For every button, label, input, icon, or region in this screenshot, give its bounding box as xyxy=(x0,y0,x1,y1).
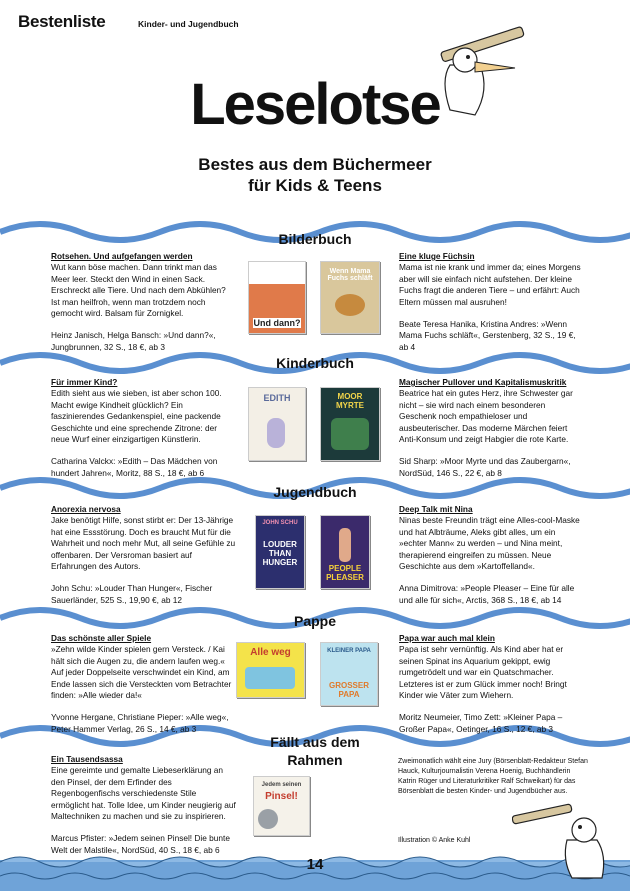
review-left xyxy=(51,633,236,735)
review-right xyxy=(399,504,584,606)
review-credit: Marcus Pfister: »Jedem seinen Pinsel! Die bunte Welt der Malstile«, NordSüd, 40 S., 18 €, ab 6 xyxy=(51,833,230,855)
cover-band xyxy=(249,262,305,284)
book-cover xyxy=(253,776,310,836)
review-credit: Heinz Janisch, Helga Bansch: »Und dann?«, Jungbrunnen, 32 S., 18 €, ab 3 xyxy=(51,330,216,352)
subtitle-line: Bestes aus dem Büchermeer xyxy=(198,155,432,174)
book-title: Alle weg xyxy=(250,647,291,658)
book-title: GROSSER PAPA xyxy=(328,681,369,699)
review-credit: Sid Sharp: »Moor Myrte und das Zaubergarn«, NordSüd, 146 S., 22 €, ab 8 xyxy=(399,456,571,478)
book-cover xyxy=(320,515,370,589)
review-right xyxy=(399,251,584,353)
subtitle-line: für Kids & Teens xyxy=(248,176,382,195)
review-credit: Anna Dimitrova: »People Pleaser – Eine für alle und alle für sich«, Arctis, 368 S., 18 €, ab 14 xyxy=(399,583,575,605)
fox-shape xyxy=(335,294,365,316)
review-credit: Catharina Valckx: »Edith – Das Mädchen von hundert Jahren«, Moritz, 88 S., 18 €, ab 6 xyxy=(51,456,218,478)
review-text: Jake benötigt Hilfe, sonst stirbt er: Der 13-Jährige hat eine Essstörung. Doch es braucht Mut für die Wahrheit und noch mehr Mut, all seine Gefühle zu offenbaren. Der Versroman basiert auf Erfahrungen des Autors. xyxy=(51,515,236,572)
person-shape xyxy=(339,528,351,562)
book-author: JOHN SCHU xyxy=(262,520,298,526)
review-heading: Papa war auch mal klein xyxy=(399,633,495,643)
review-credit: Beate Teresa Hanika, Kristina Andres: »Wenn Mama Fuchs schläft«, Gerstenberg, 32 S., 19 €, ab 4 xyxy=(399,319,576,352)
book-cover xyxy=(248,261,306,334)
book-title: Wenn Mama Fuchs schläft xyxy=(327,268,373,282)
book-cover xyxy=(320,642,378,706)
book-title: PEOPLE PLEASER xyxy=(326,564,364,582)
book-cover xyxy=(236,642,305,698)
review-left xyxy=(51,251,236,353)
book-cover xyxy=(255,515,305,589)
masthead-title: Leselotse xyxy=(190,72,440,137)
review-text: Wut kann böse machen. Dann trinkt man das Meer leer. Steckt den Wind in einen Sack. Erschreckt alle Tiere. Und nach dem Abkühlen? Ist man heilfroh, wenn man trotzdem noch gemocht wird. Balsam für Zornigkel. xyxy=(51,262,226,319)
section-title-jugendbuch: Jugendbuch xyxy=(273,484,357,500)
book-title: Und dann? xyxy=(253,318,301,328)
review-text: Mama ist nie krank und immer da; eines Morgens aber will sie einfach nicht aufstehen. Der kleine Fuchs fragt die anderen Tiere – und erfährt: Auch Eltern müssen mal ausruhen! xyxy=(399,262,581,307)
page-number: 14 xyxy=(306,856,324,873)
review-credit: John Schu: »Louder Than Hunger«, Fischer Sauerländer, 525 S., 19,90 €, ab 12 xyxy=(51,583,213,605)
review-heading: Deep Talk mit Nina xyxy=(399,504,473,514)
book-title: LOUDER THAN HUNGER xyxy=(262,540,298,567)
kids-shape xyxy=(245,667,295,689)
section-title-line: Rahmen xyxy=(287,752,343,768)
review-heading: Ein Tausendsassa xyxy=(51,754,123,764)
section-label: Bestenliste xyxy=(18,12,106,31)
review-text: »Zehn wilde Kinder spielen gern Versteck. / Kai hält sich die Augen zu, die andern laufen weg.« Auf jeder Doppelseite verschwindet ein Kind, am Ende lassen sich die Versteckten vom Betrachter finden: »Alle wieder da!« xyxy=(51,644,232,701)
review-text: Edith sieht aus wie sieben, ist aber schon 100. Macht ewige Kindheit glücklich? Ein faszinierendes Gedankenspiel, eine packende Geschichte und eine sprechende Zitrone: der neue Wurf einer einzigartigen Künstlerin. xyxy=(51,388,222,445)
section-title-kinderbuch: Kinderbuch xyxy=(276,355,354,371)
review-heading: Rotsehen. Und aufgefangen werden xyxy=(51,251,193,261)
review-heading: Eine kluge Füchsin xyxy=(399,251,475,261)
section-title-line: Fällt aus dem xyxy=(270,734,360,750)
review-heading: Anorexia nervosa xyxy=(51,504,121,514)
review-right xyxy=(399,633,584,735)
book-title-top: KLEINER PAPA xyxy=(327,648,371,654)
section-title-bilderbuch: Bilderbuch xyxy=(278,231,352,247)
jury-note: Zweimonatlich wählt eine Jury (Börsenblatt-Redakteur Stefan Hauck, Kulturjournalistin Verena Hoenig, Buchhändlerin Katrin Rüger und Literaturkritiker Ralf Schweikart) für das Börsenblatt die besten Kinder- und Jugendbücher aus. xyxy=(398,758,588,795)
review-text: Papa ist sehr vernünftig. Als Kind aber hat er seinen Spinat ins Aquarium gekippt, ewig rumgetrödelt und war ein Quatschmacher. Letzteres ist er zum Glück immer noch! Bringt Kinder wie Väter zum Wiehern. xyxy=(399,644,567,701)
section-title-pappe: Pappe xyxy=(293,613,336,629)
category-label: Kinder- und Jugendbuch xyxy=(138,19,239,29)
book-title: Pinsel! xyxy=(265,791,298,802)
review-right xyxy=(399,377,584,479)
review-text: Ninas beste Freundin trägt eine Alles-cool-Maske und hat Albträume, Aleks gibt alles, um ein »echter Mann« zu werden – und Nina meint, therapierend eingreifen zu müssen. Neue Geschichte aus dem »Kartoffelland«. xyxy=(399,515,580,572)
review-heading: Für immer Kind? xyxy=(51,377,118,387)
book-title: MOOR MYRTE xyxy=(336,392,364,410)
elephant-shape xyxy=(258,809,278,829)
review-text: Beatrice hat ein gutes Herz, ihre Schwester gar nicht – sie wird nach einem besonderen Geschenk noch empathieloser und ausbeuterischer. Das moderne Märchen feiert Anti-Konsum und zeigt Habgier die rote Karte. xyxy=(399,388,573,445)
review-left xyxy=(51,377,236,479)
masthead-subtitle xyxy=(0,154,630,196)
review-text: Eine gereimte und gemalte Liebeserklärung an den Pinsel, der dem Erfinder des Regenbogenfischs verschiedenste Stile ermöglicht hat. Tolle Idee, um Kinder neugierig auf Maltechniken zu machen und sie zu inspirieren. xyxy=(51,765,236,822)
book-cover xyxy=(248,387,306,461)
moor-shape xyxy=(331,418,369,450)
review-credit: Moritz Neumeier, Timo Zett: »Kleiner Papa – Großer Papa«, Oetinger, 16 S., 12 €, ab 3 xyxy=(399,712,563,734)
illustration-credit: Illustration © Anke Kuhl xyxy=(398,837,471,844)
review-credit: Yvonne Hergane, Christiane Pieper: »Alle weg«, Peter Hammer Verlag, 26 S., 14 €, ab 3 xyxy=(51,712,229,734)
review-left xyxy=(51,754,236,856)
review-heading: Das schönste aller Spiele xyxy=(51,633,152,643)
book-cover xyxy=(320,261,380,334)
book-title-top: Jedem seinen xyxy=(261,782,302,788)
book-title: EDITH xyxy=(263,393,291,403)
book-cover xyxy=(320,387,380,461)
review-left xyxy=(51,504,236,606)
girl-shape xyxy=(267,418,285,448)
review-heading: Magischer Pullover und Kapitalismuskritik xyxy=(399,377,567,387)
